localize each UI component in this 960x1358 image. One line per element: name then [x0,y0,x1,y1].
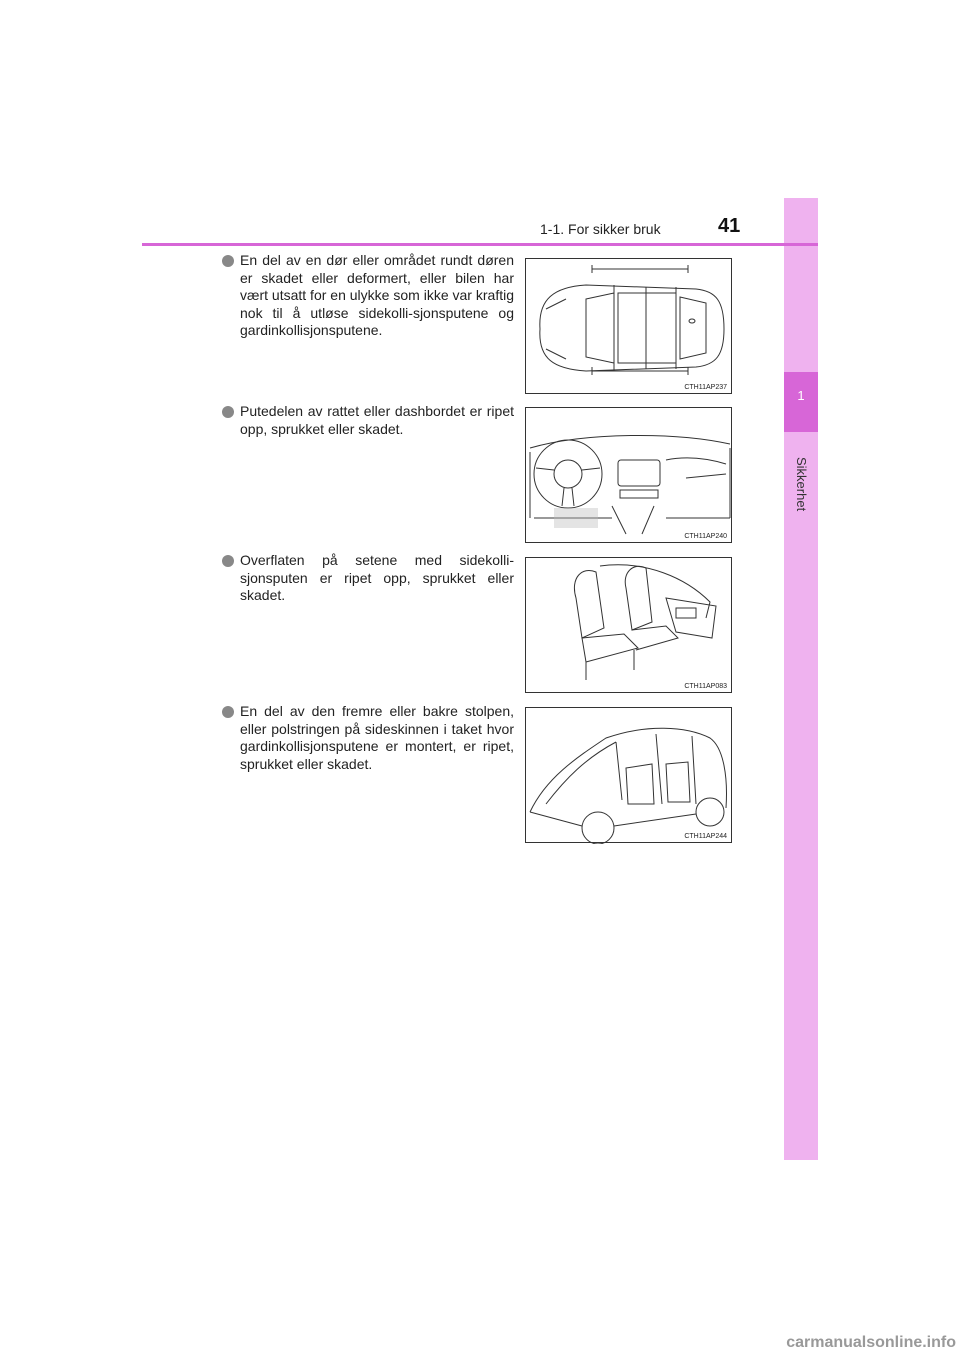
header-rule [142,243,818,246]
car-top-view-illustration [526,259,733,395]
figure-door-damage [525,258,732,394]
figure-code: CTH11AP083 [684,683,727,690]
figure-code: CTH11AP244 [684,833,727,840]
chapter-number: 1 [797,388,805,403]
figure-code: CTH11AP240 [684,533,727,540]
page-number: 41 [718,215,741,237]
chapter-side-tab [784,198,818,1160]
bullet-icon [222,706,234,718]
figure-code: CTH11AP237 [684,384,727,391]
figure-pillar-damage [525,707,732,843]
car-interior-illustration [526,708,733,844]
list-item [222,552,514,605]
dashboard-illustration [526,408,733,544]
bullet-icon [222,255,234,267]
item-text: Putedelen av rattet eller dashbordet er ripet opp, sprukket eller skadet. [240,403,514,437]
item-text: En del av den fremre eller bakre stolpen, eller polstringen på sideskinnen i taket hvor gardinkollisjonsputene er montert, er ripet, sprukket eller skadet. [240,703,514,772]
figure-dashboard-damage [525,407,732,543]
list-item [222,252,514,340]
bullet-icon [222,555,234,567]
item-text: En del av en dør eller området rundt døren er skadet eller deformert, eller bilen har vært utsatt for en ulykke som ikke var kraftig nok til å utløse sidekolli-sjonsputene og gardinkollisjonsputene. [240,252,514,338]
section-title: 1-1. For sikker bruk [540,221,661,237]
bullet-icon [222,406,234,418]
list-item [222,703,514,773]
list-item [222,403,514,438]
section-name: Sikkerhet [794,457,809,512]
watermark: carmanualsonline.info [786,1334,956,1351]
item-text: Overflaten på setene med sidekolli-sjonsputen er ripet opp, sprukket eller skadet. [240,552,514,603]
seats-illustration [526,558,733,694]
figure-seat-damage [525,557,732,693]
